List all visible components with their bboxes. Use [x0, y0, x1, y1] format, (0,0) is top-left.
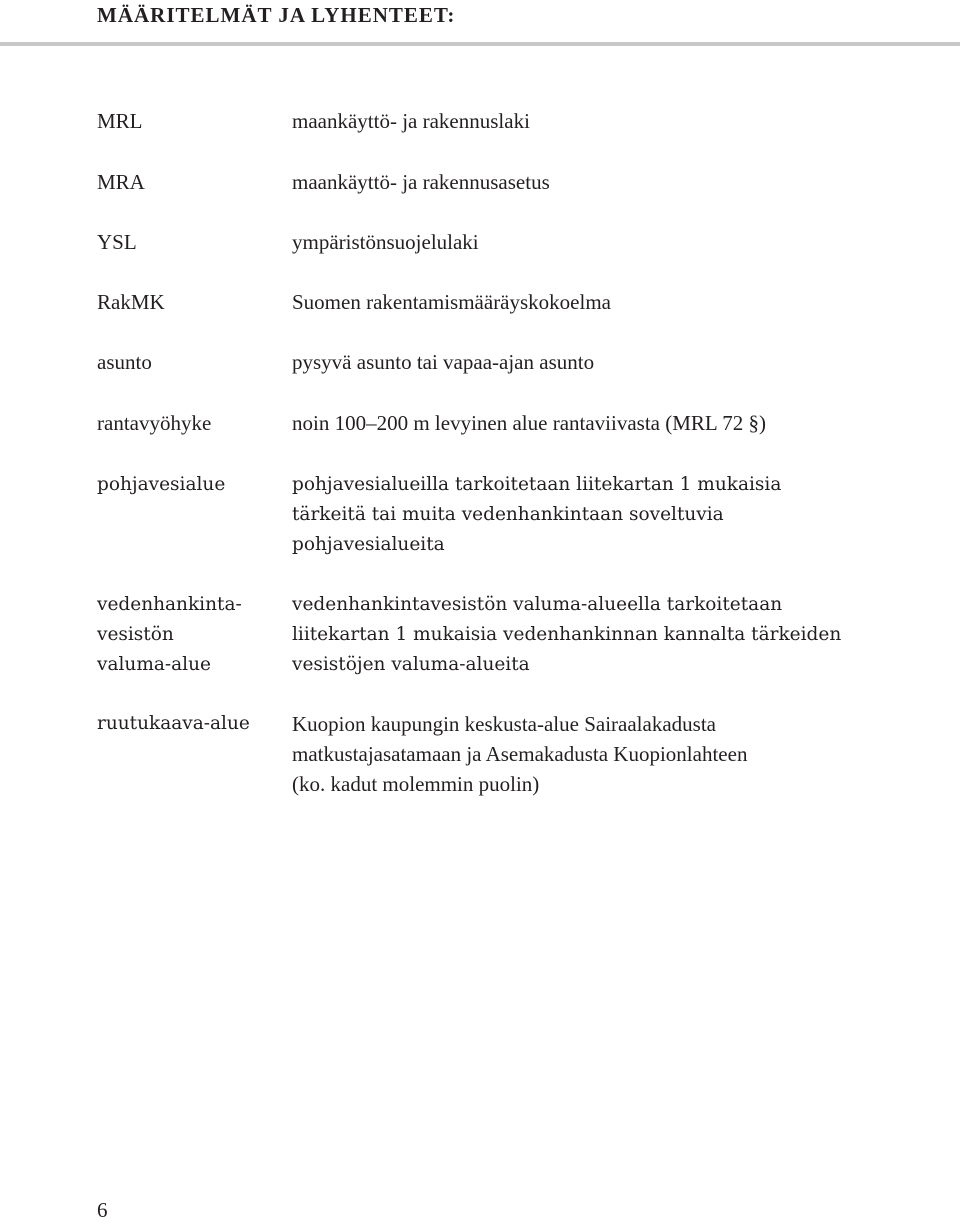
entry-term: RakMK: [97, 290, 165, 314]
entry-definition: maankäyttö- ja rakennuslaki: [292, 109, 530, 133]
entry-definition: noin 100–200 m levyinen alue rantaviivasta (MRL 72 §): [292, 411, 766, 435]
entry-term: ruutukaava-alue: [97, 713, 250, 734]
entry-term: MRL: [97, 109, 143, 133]
entry-definition: maankäyttö- ja rakennusasetus: [292, 170, 550, 194]
entry-term: rantavyöhyke: [97, 411, 212, 435]
page-heading: MÄÄRITELMÄT JA LYHENTEET:: [97, 3, 456, 27]
entry-definition: Kuopion kaupungin keskusta-alue Sairaalakadusta matkustajasatamaan ja Asemakadusta Kuopionlahteen (ko. kadut molemmin puolin): [292, 712, 748, 796]
entry-definition: Suomen rakentamismääräyskokoelma: [292, 290, 611, 314]
entry-term: YSL: [97, 230, 137, 254]
entry-term: pohjavesialue: [97, 474, 226, 495]
entry-term: vedenhankinta- vesistön valuma-alue: [97, 594, 242, 675]
entry-definition: pohjavesialueilla tarkoitetaan liitekartan 1 mukaisia tärkeitä tai muita vedenhankintaan soveltuvia pohjavesialueita: [292, 474, 782, 555]
entry-term: MRA: [97, 170, 145, 194]
entry-definition: pysyvä asunto tai vapaa-ajan asunto: [292, 350, 595, 374]
page-number: 6: [97, 1198, 108, 1222]
entry-definition: vedenhankintavesistön valuma-alueella tarkoitetaan liitekartan 1 mukaisia vedenhankinnan kannalta tärkeiden vesistöjen valuma-alueita: [292, 594, 842, 675]
entry-term: asunto: [97, 350, 152, 374]
heading-divider: [0, 42, 960, 46]
entry-definition: ympäristönsuojelulaki: [292, 230, 479, 254]
